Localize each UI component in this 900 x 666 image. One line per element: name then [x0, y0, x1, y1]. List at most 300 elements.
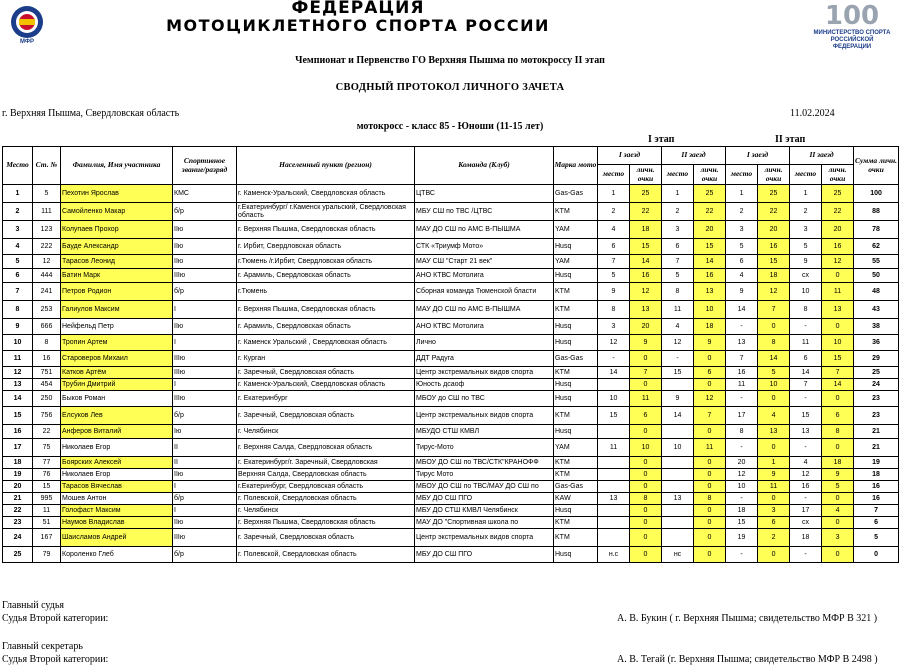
cell-place: 9 — [3, 319, 33, 335]
cell-race-points: 0 — [630, 351, 662, 367]
table-row — [3, 301, 899, 319]
cell-race-place: 9 — [662, 391, 694, 407]
cell-name: Тарасов Вячеслав — [61, 481, 173, 493]
cell-race-place: 3 — [662, 221, 694, 239]
table-row — [3, 367, 899, 379]
cell-city: г. Верхняя Салда, Свердловская область — [237, 439, 415, 457]
cell-place: 21 — [3, 493, 33, 505]
cell-race-points: 0 — [694, 379, 726, 391]
cell-race-place: 6 — [662, 239, 694, 255]
col-name: Фамилия, Имя участника — [61, 147, 173, 185]
class-title: мотокросс - класс 85 - Юноши (11-15 лет) — [356, 121, 544, 132]
cell-sum: 36 — [854, 335, 899, 351]
cell-team: МБУ ДО СТШ КМВЛ Челябинск — [415, 505, 554, 517]
cell-rank: б/р — [173, 547, 237, 563]
cell-sum: 55 — [854, 255, 899, 269]
col-pts: личн. очки — [758, 165, 790, 185]
cell-moto: Husq — [554, 379, 598, 391]
cell-name: Шаисламов Андрей — [61, 529, 173, 547]
cell-team: Центр экстремальных видов спорта — [415, 367, 554, 379]
cell-start-no: 22 — [33, 425, 61, 439]
cell-race-points: 0 — [630, 457, 662, 469]
cell-race-place — [598, 529, 630, 547]
cell-race-place: 14 — [790, 367, 822, 379]
cell-race-place: 4 — [598, 221, 630, 239]
cell-moto: Husq — [554, 239, 598, 255]
col-team: Команда (Клуб) — [415, 147, 554, 185]
cell-team: Центр экстремальных видов спорта — [415, 529, 554, 547]
judge-category: Судья Второй категории: — [2, 613, 109, 624]
cell-race-points: 0 — [694, 481, 726, 493]
cell-race-place — [662, 379, 694, 391]
cell-race-points: 25 — [630, 185, 662, 203]
cell-race-points: 7 — [822, 367, 854, 379]
cell-sum: 23 — [854, 391, 899, 407]
cell-place: 10 — [3, 335, 33, 351]
cell-race-points: 13 — [630, 301, 662, 319]
cell-race-points: 0 — [758, 319, 790, 335]
ministry-logo-number: 100 — [824, 1, 880, 31]
col-place: Место — [3, 147, 33, 185]
cell-race-place: 10 — [598, 391, 630, 407]
cell-race-points: 6 — [822, 407, 854, 425]
cell-race-points: 3 — [822, 529, 854, 547]
cell-race-place — [598, 379, 630, 391]
cell-race-points: 0 — [694, 529, 726, 547]
cell-race-place: 10 — [726, 481, 758, 493]
cell-race-place: 5 — [726, 239, 758, 255]
cell-race-points: 4 — [822, 505, 854, 517]
cell-race-place: 7 — [726, 351, 758, 367]
cell-race-place: 8 — [598, 301, 630, 319]
cell-race-place: 8 — [790, 301, 822, 319]
cell-moto: Husq — [554, 269, 598, 283]
cell-city: г.Екатеринбург/ г.Каменск уральский, Свердловская область — [237, 203, 415, 221]
page-header — [0, 0, 900, 50]
cell-race-place — [662, 457, 694, 469]
cell-city: г. Арамиль, Свердловская область — [237, 319, 415, 335]
cell-rank: IIю — [173, 239, 237, 255]
cell-race-points: 0 — [630, 547, 662, 563]
cell-moto: KTM — [554, 203, 598, 221]
cell-race-place: 4 — [726, 269, 758, 283]
cell-race-place — [662, 481, 694, 493]
cell-race-points: 8 — [694, 493, 726, 505]
cell-race-place: 2 — [598, 203, 630, 221]
cell-race-points: 25 — [758, 185, 790, 203]
cell-race-points: 15 — [822, 351, 854, 367]
cell-moto: KTM — [554, 529, 598, 547]
cell-rank: I — [173, 379, 237, 391]
event-date: 11.02.2024 — [790, 108, 835, 119]
cell-race-points: 0 — [822, 517, 854, 529]
table-row — [3, 379, 899, 391]
cell-place: 1 — [3, 185, 33, 203]
col-s2-race1: I заезд — [726, 147, 790, 165]
cell-race-points: 14 — [630, 255, 662, 269]
cell-team: МАУ СШ "Старт 21 век" — [415, 255, 554, 269]
cell-race-points: 1 — [758, 457, 790, 469]
judge-title: Главный судья — [2, 600, 65, 611]
table-row — [3, 221, 899, 239]
cell-race-place: 11 — [662, 301, 694, 319]
cell-race-points: 18 — [630, 221, 662, 239]
col-start-no: Ст. № — [33, 147, 61, 185]
cell-sum: 19 — [854, 457, 899, 469]
cell-place: 16 — [3, 425, 33, 439]
cell-sum: 18 — [854, 469, 899, 481]
cell-place: 25 — [3, 547, 33, 563]
cell-race-place: 5 — [662, 269, 694, 283]
cell-moto: KAW — [554, 493, 598, 505]
cell-race-place: сх — [790, 517, 822, 529]
table-row — [3, 203, 899, 221]
cell-race-place: 17 — [726, 407, 758, 425]
cell-race-place: 3 — [726, 221, 758, 239]
cell-moto: Husq — [554, 547, 598, 563]
cell-place: 15 — [3, 407, 33, 425]
cell-race-points: 11 — [694, 439, 726, 457]
cell-race-place: 8 — [726, 425, 758, 439]
cell-start-no: 12 — [33, 255, 61, 269]
cell-team: Юность дсаоф — [415, 379, 554, 391]
cell-rank: б/р — [173, 407, 237, 425]
cell-place: 11 — [3, 351, 33, 367]
cell-moto: KTM — [554, 517, 598, 529]
cell-race-points: 0 — [630, 425, 662, 439]
cell-sum: 16 — [854, 493, 899, 505]
secretary-category: Судья Второй категории: — [2, 654, 109, 665]
cell-race-points: 0 — [630, 469, 662, 481]
cell-city: г. Заречный, Свердловская область — [237, 407, 415, 425]
cell-name: Бауде Александр — [61, 239, 173, 255]
cell-name: Боярских Алексей — [61, 457, 173, 469]
cell-race-points: 20 — [630, 319, 662, 335]
cell-start-no: 8 — [33, 335, 61, 351]
cell-city: г.Тюмень — [237, 283, 415, 301]
cell-start-no: 751 — [33, 367, 61, 379]
cell-rank: Iю — [173, 425, 237, 439]
cell-city: г. Верхняя Пышма, Свердловская область — [237, 221, 415, 239]
cell-race-place: 10 — [662, 439, 694, 457]
cell-race-place: 9 — [790, 255, 822, 269]
cell-rank: IIIю — [173, 529, 237, 547]
cell-moto: YAM — [554, 221, 598, 239]
cell-start-no: 123 — [33, 221, 61, 239]
cell-team: МБОУ ДО СШ по ТВС/СТК"КРАНОФФ — [415, 457, 554, 469]
table-row — [3, 407, 899, 425]
cell-race-place: 2 — [726, 203, 758, 221]
cell-city: г. Заречный, Свердловская область — [237, 367, 415, 379]
cell-team: АНО КТВС Мотолига — [415, 319, 554, 335]
cell-race-place: 10 — [790, 283, 822, 301]
cell-race-points: 10 — [694, 301, 726, 319]
cell-race-points: 10 — [758, 379, 790, 391]
cell-team: МБУ ДО СШ ПГО — [415, 493, 554, 505]
cell-race-place: 16 — [790, 481, 822, 493]
cell-moto: Gas-Gas — [554, 481, 598, 493]
cell-start-no: 76 — [33, 469, 61, 481]
cell-team: МБУ ДО СШ ПГО — [415, 547, 554, 563]
cell-rank: б/р — [173, 203, 237, 221]
table-row — [3, 351, 899, 367]
cell-rank: IIю — [173, 517, 237, 529]
table-row — [3, 493, 899, 505]
table-row — [3, 457, 899, 469]
cell-city: г.Екатеринбург, Свердловская область — [237, 481, 415, 493]
col-pts: личн. очки — [822, 165, 854, 185]
cell-sum: 23 — [854, 407, 899, 425]
cell-race-place: - — [790, 493, 822, 505]
cell-name: Тропин Артем — [61, 335, 173, 351]
cell-race-points: 9 — [694, 335, 726, 351]
cell-race-place: 6 — [598, 239, 630, 255]
col-pts: личн. очки — [694, 165, 726, 185]
cell-race-points: 14 — [758, 351, 790, 367]
cell-place: 4 — [3, 239, 33, 255]
cell-moto: Gas-Gas — [554, 185, 598, 203]
table-row — [3, 269, 899, 283]
table-row — [3, 255, 899, 269]
cell-race-points: 0 — [758, 391, 790, 407]
cell-race-points: 16 — [822, 239, 854, 255]
cell-race-place: - — [662, 351, 694, 367]
cell-place: 20 — [3, 481, 33, 493]
cell-team: МАУ ДО СШ по АМС В-ПЫШМА — [415, 301, 554, 319]
cell-race-place: - — [790, 547, 822, 563]
cell-place: 13 — [3, 379, 33, 391]
cell-race-place: 13 — [726, 335, 758, 351]
ministry-logo-icon — [812, 2, 892, 48]
event-place: г. Верхняя Пышма, Свердловская область — [2, 108, 180, 119]
table-row — [3, 547, 899, 563]
cell-race-points: 6 — [630, 407, 662, 425]
table-row — [3, 439, 899, 457]
cell-race-place: сх — [790, 269, 822, 283]
cell-sum: 62 — [854, 239, 899, 255]
cell-race-place: 15 — [598, 407, 630, 425]
cell-race-points: 13 — [822, 301, 854, 319]
cell-place: 19 — [3, 469, 33, 481]
cell-rank: I — [173, 335, 237, 351]
cell-race-points: 16 — [758, 239, 790, 255]
cell-race-place: 4 — [790, 457, 822, 469]
cell-race-points: 0 — [694, 457, 726, 469]
cell-race-points: 0 — [822, 547, 854, 563]
cell-race-place: 2 — [790, 203, 822, 221]
cell-race-place: 17 — [790, 505, 822, 517]
cell-race-points: 22 — [758, 203, 790, 221]
cell-race-place: 5 — [598, 269, 630, 283]
cell-place: 17 — [3, 439, 33, 457]
cell-race-points: 0 — [694, 469, 726, 481]
cell-team: Центр экстремальных видов спорта — [415, 407, 554, 425]
cell-race-points: 0 — [630, 481, 662, 493]
cell-name: Самойленко Макар — [61, 203, 173, 221]
cell-race-points: 10 — [630, 439, 662, 457]
cell-city: г. Верхняя Пышма, Свердловская область — [237, 517, 415, 529]
cell-race-place — [662, 529, 694, 547]
cell-place: 14 — [3, 391, 33, 407]
cell-race-place: 7 — [598, 255, 630, 269]
cell-race-points: 8 — [630, 493, 662, 505]
cell-race-place — [598, 481, 630, 493]
cell-rank: I — [173, 301, 237, 319]
cell-place: 5 — [3, 255, 33, 269]
cell-place: 12 — [3, 367, 33, 379]
cell-race-place: нс — [662, 547, 694, 563]
cell-race-place: 15 — [726, 517, 758, 529]
stage1-label: I этап — [648, 134, 675, 145]
cell-name: Тарасов Леонид — [61, 255, 173, 269]
cell-race-place: 1 — [726, 185, 758, 203]
cell-race-points: 0 — [630, 529, 662, 547]
cell-race-points: 18 — [758, 269, 790, 283]
cell-sum: 7 — [854, 505, 899, 517]
cell-race-points: 0 — [630, 505, 662, 517]
cell-start-no: 253 — [33, 301, 61, 319]
cell-city: г. Курган — [237, 351, 415, 367]
cell-race-points: 3 — [758, 505, 790, 517]
cell-race-points: 7 — [758, 301, 790, 319]
col-pos: место — [726, 165, 758, 185]
cell-sum: 38 — [854, 319, 899, 335]
cell-race-place: 15 — [790, 407, 822, 425]
cell-race-points: 0 — [694, 351, 726, 367]
cell-race-place: 11 — [790, 335, 822, 351]
cell-race-place: 1 — [662, 185, 694, 203]
col-rank: Спортивное звание/разряд — [173, 147, 237, 185]
cell-race-place: 1 — [598, 185, 630, 203]
cell-race-points: 25 — [822, 185, 854, 203]
cell-race-points: 14 — [822, 379, 854, 391]
cell-race-place: 19 — [726, 529, 758, 547]
cell-race-points: 0 — [694, 517, 726, 529]
cell-race-points: 0 — [758, 493, 790, 505]
cell-start-no: 77 — [33, 457, 61, 469]
cell-race-points: 0 — [822, 493, 854, 505]
cell-name: Петров Родион — [61, 283, 173, 301]
cell-race-place: 9 — [726, 283, 758, 301]
cell-sum: 0 — [854, 547, 899, 563]
table-row — [3, 319, 899, 335]
cell-race-points: 12 — [630, 283, 662, 301]
cell-race-place: 13 — [662, 493, 694, 505]
cell-race-points: 9 — [630, 335, 662, 351]
cell-start-no: 222 — [33, 239, 61, 255]
cell-rank: IIIю — [173, 351, 237, 367]
cell-race-place: - — [598, 351, 630, 367]
cell-name: Николаев Егор — [61, 439, 173, 457]
cell-race-place: 18 — [790, 529, 822, 547]
cell-race-points: 11 — [758, 481, 790, 493]
cell-team: СТК «Триумф Мото» — [415, 239, 554, 255]
cell-race-points: 16 — [630, 269, 662, 283]
table-row — [3, 469, 899, 481]
cell-race-place: 7 — [662, 255, 694, 269]
cell-sum: 78 — [854, 221, 899, 239]
cell-race-points: 6 — [694, 367, 726, 379]
cell-race-points: 14 — [694, 255, 726, 269]
cell-race-points: 11 — [822, 283, 854, 301]
cell-race-place: - — [790, 319, 822, 335]
cell-name: Быков Роман — [61, 391, 173, 407]
cell-race-points: 0 — [758, 547, 790, 563]
cell-team: МАУ ДО "Спортивная школа по — [415, 517, 554, 529]
cell-race-place — [662, 517, 694, 529]
cell-race-points: 25 — [694, 185, 726, 203]
cell-race-place: 3 — [598, 319, 630, 335]
table-row — [3, 529, 899, 547]
cell-moto: YAM — [554, 255, 598, 269]
results-body — [3, 185, 899, 563]
cell-start-no: 995 — [33, 493, 61, 505]
cell-race-points: 22 — [822, 203, 854, 221]
col-pos: место — [790, 165, 822, 185]
cell-city: г. Арамиль, Свердловская область — [237, 269, 415, 283]
cell-start-no: 51 — [33, 517, 61, 529]
cell-start-no: 15 — [33, 481, 61, 493]
cell-race-place: н.с — [598, 547, 630, 563]
cell-race-place: 14 — [598, 367, 630, 379]
cell-place: 23 — [3, 517, 33, 529]
cell-race-place — [598, 469, 630, 481]
cell-rank: I — [173, 481, 237, 493]
cell-race-points: 12 — [822, 255, 854, 269]
cell-name: Елсуков Лев — [61, 407, 173, 425]
cell-moto: Gas-Gas — [554, 351, 598, 367]
cell-race-place — [662, 469, 694, 481]
cell-start-no: 111 — [33, 203, 61, 221]
cell-race-points: 22 — [630, 203, 662, 221]
cell-city: г. Челябинск — [237, 505, 415, 517]
cell-city: г. Каменск Уральский , Свердловская область — [237, 335, 415, 351]
cell-race-points: 0 — [822, 439, 854, 457]
cell-race-points: 0 — [694, 505, 726, 517]
stage2-label: II этап — [775, 134, 806, 145]
cell-start-no: 79 — [33, 547, 61, 563]
cell-place: 24 — [3, 529, 33, 547]
cell-team: АНО КТВС Мотолига — [415, 269, 554, 283]
cell-race-points: 10 — [822, 335, 854, 351]
cell-team: Тирус Мото — [415, 469, 554, 481]
cell-city: г. Заречный, Свердловская область — [237, 529, 415, 547]
cell-race-place: 14 — [726, 301, 758, 319]
cell-race-points: 7 — [694, 407, 726, 425]
cell-start-no: 75 — [33, 439, 61, 457]
cell-race-points: 12 — [694, 391, 726, 407]
cell-team: Сборная команда Тюменской бласти — [415, 283, 554, 301]
cell-rank: IIю — [173, 255, 237, 269]
col-s2-race2: II заезд — [790, 147, 854, 165]
svg-text:МФР: МФР — [19, 39, 35, 45]
cell-sum: 88 — [854, 203, 899, 221]
cell-race-place: 12 — [662, 335, 694, 351]
cell-sum: 25 — [854, 367, 899, 379]
cell-moto: Husq — [554, 335, 598, 351]
cell-race-place: 12 — [790, 469, 822, 481]
cell-rank: II — [173, 439, 237, 457]
cell-race-place: 9 — [598, 283, 630, 301]
cell-race-points: 18 — [694, 319, 726, 335]
cell-race-points: 9 — [758, 469, 790, 481]
cell-race-points: 4 — [758, 407, 790, 425]
cell-race-place — [662, 505, 694, 517]
cell-race-points: 6 — [758, 517, 790, 529]
cell-rank: I — [173, 505, 237, 517]
cell-sum: 16 — [854, 481, 899, 493]
cell-moto: Husq — [554, 425, 598, 439]
